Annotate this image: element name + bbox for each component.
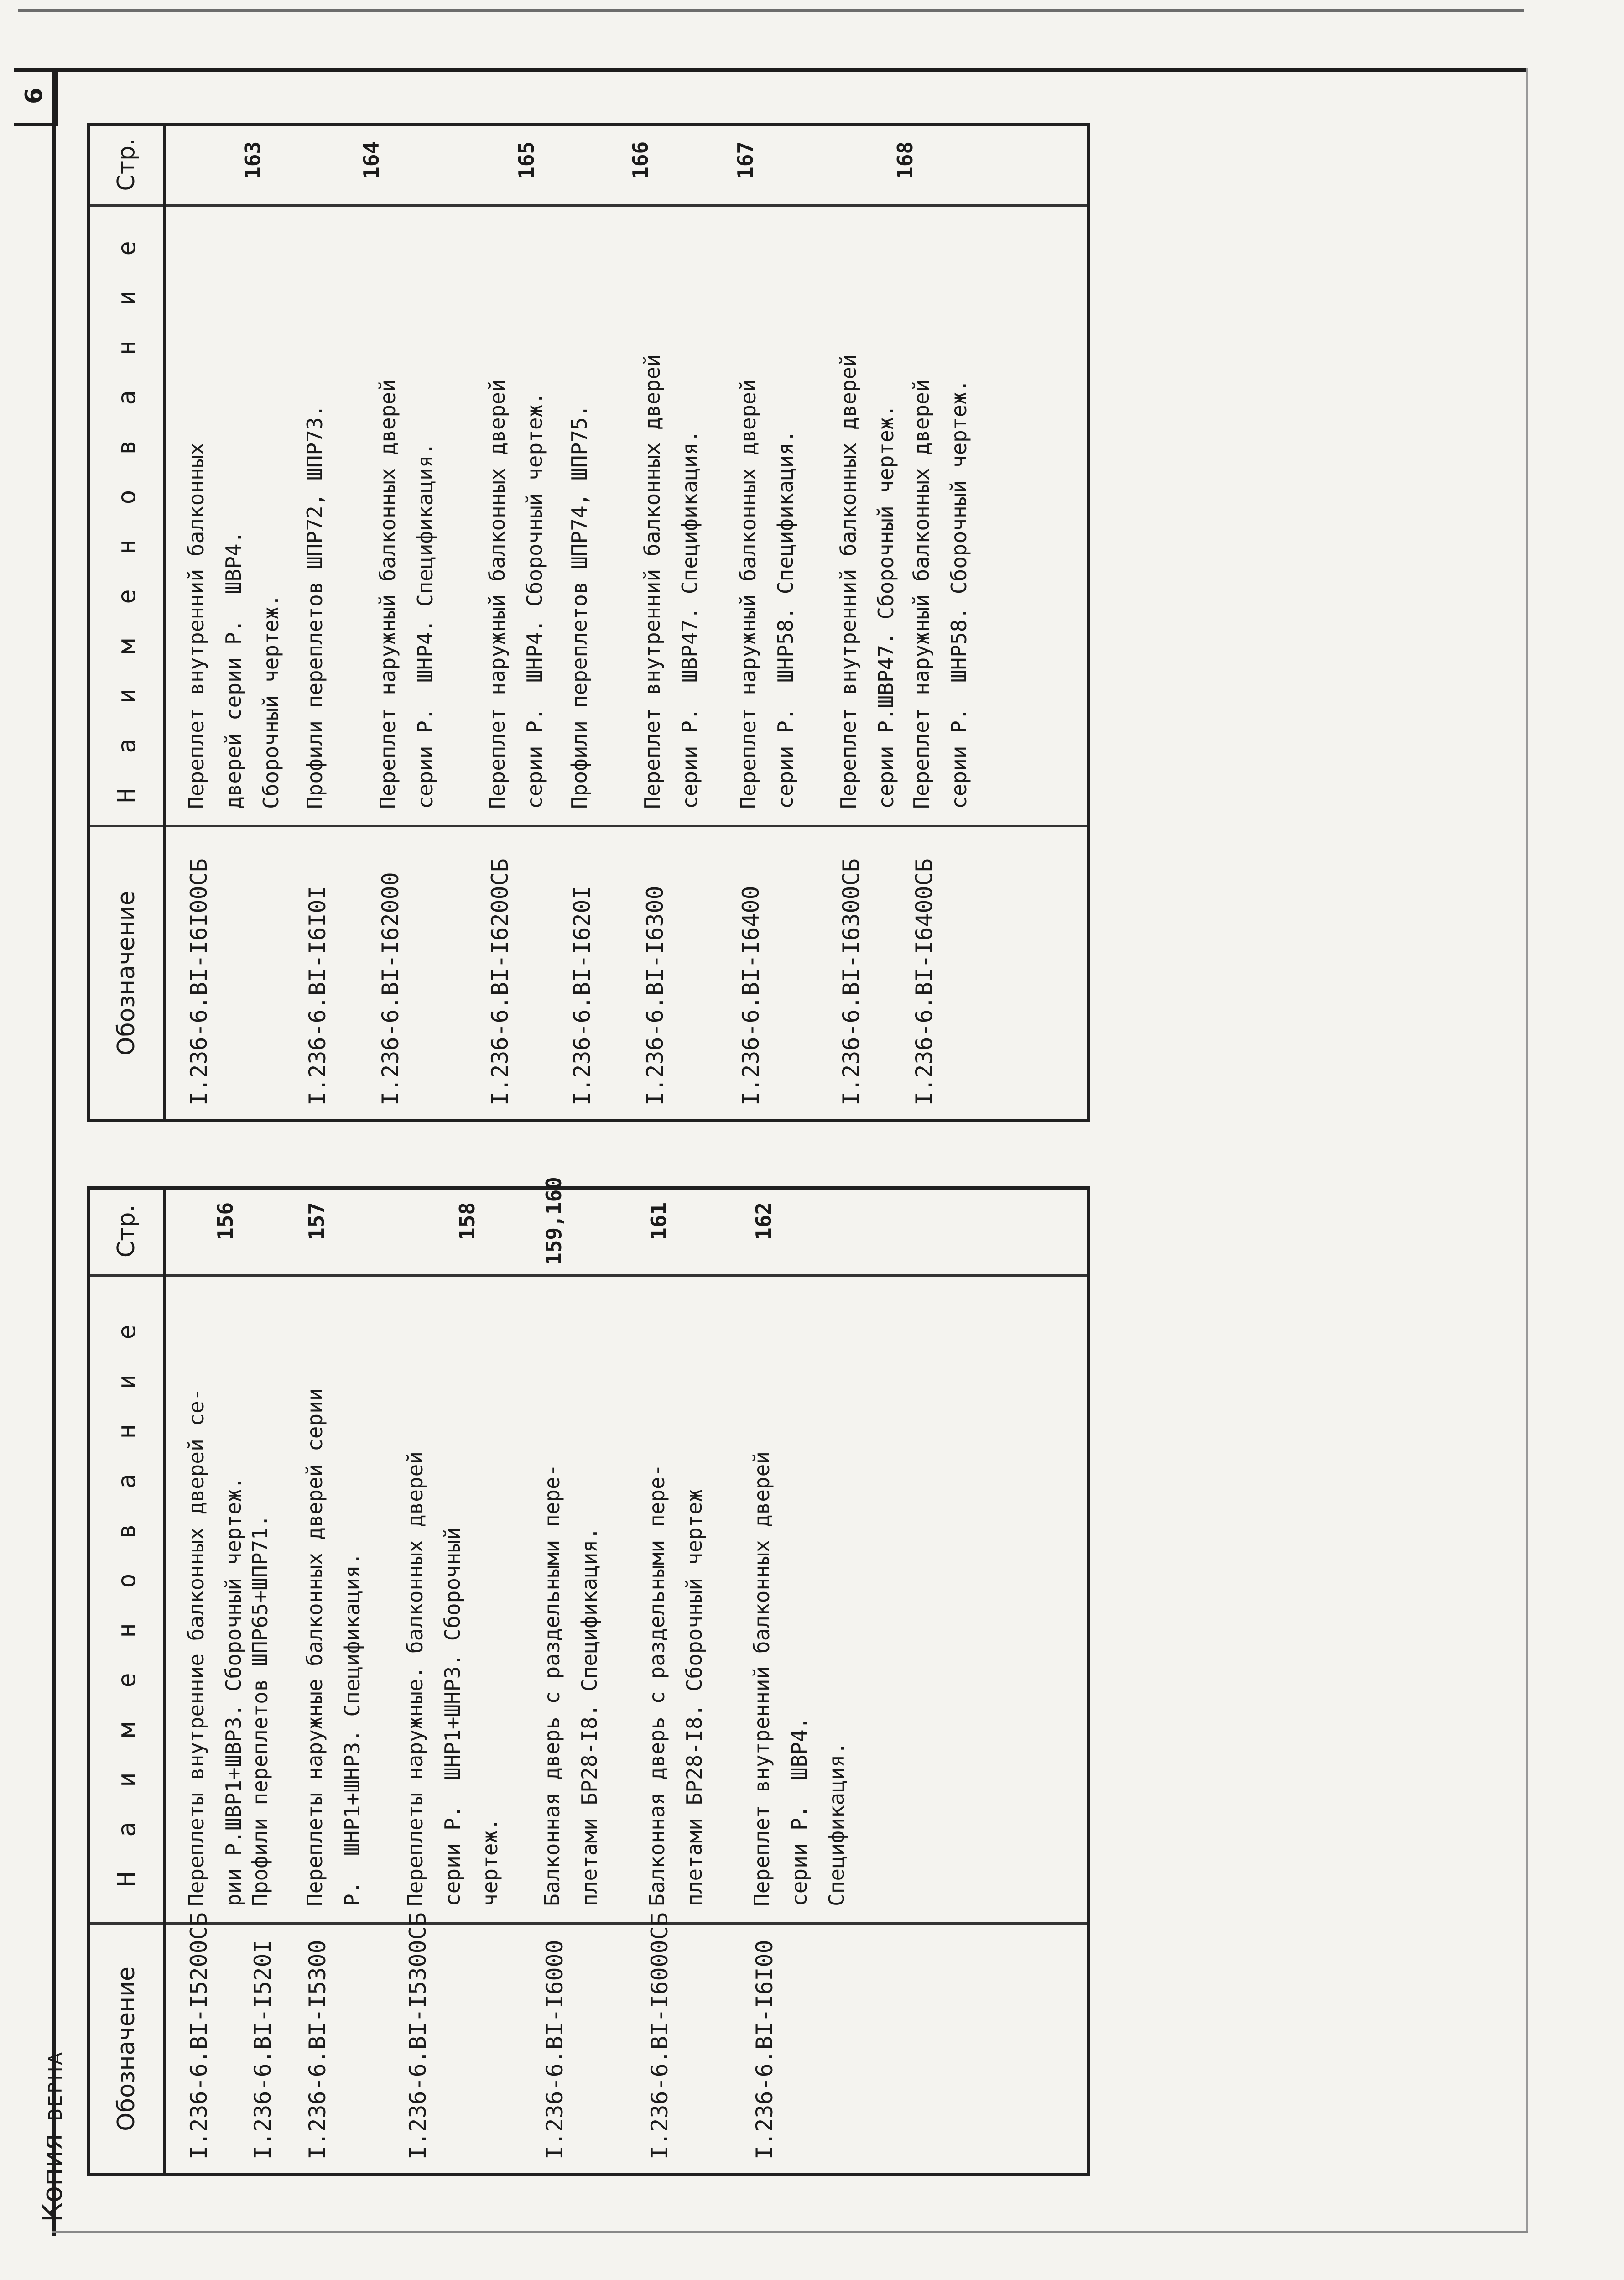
header-page: Стр. (113, 138, 140, 191)
copy-stamp (36, 2050, 68, 2222)
row-page: 167 (733, 141, 758, 179)
row-page: 166 (628, 141, 653, 179)
row-page: 157 (304, 1202, 329, 1240)
row-name: Переплет внутренний балконных дверей серии Р.ШВР47. Сборочный чертеж. (836, 354, 898, 809)
row-name: Переплеты внутренние балконных дверей се- рии Р.ШВР1+ШВР3. Сборочный чертеж. (184, 1388, 246, 1906)
table-row (893, 126, 984, 1119)
row-name: Переплет наружный балконных дверей серии Р. ШНР4. Спецификация. (375, 379, 437, 809)
row-page: 168 (893, 141, 917, 179)
row-name: Балконная дверь с раздельными пере- плетами БР28-I8. Сборочный чертеж (645, 1464, 707, 1906)
table-row (838, 126, 911, 1119)
row-name: Профили переплетов ШПР72, ШПР73. (302, 404, 327, 809)
row-page: 159,160 (541, 1177, 566, 1265)
row-code: I.236-6.BI-I520I (250, 1940, 276, 2160)
row-name: Переплет наружный балконных дверей серии Р. ШНР4. Сборочный чертеж. (485, 379, 547, 809)
rotated-content (87, 123, 1090, 2176)
table-row (628, 126, 715, 1119)
frame-bottom-border (52, 2231, 1528, 2233)
row-code: I.236-6.BI-I6300СБ (838, 858, 864, 1106)
row-code: I.236-6.BI-I62000 (377, 872, 404, 1106)
row-page: 158 (455, 1202, 479, 1240)
index-table-left (87, 1177, 1090, 2176)
table-row (733, 126, 811, 1119)
frame-left-border (52, 68, 56, 2236)
row-page: 162 (751, 1202, 776, 1240)
row-page: 164 (359, 141, 384, 179)
row-code: I.236-6.BI-I5200СБ (186, 1912, 212, 2160)
header-code: Обозначение (113, 891, 140, 1056)
row-name: Профили переплетов ШПР65+ШПР71. (248, 1514, 272, 1906)
header-page: Стр. (113, 1204, 140, 1258)
row-code: I.236-6.BI-I620I (569, 886, 595, 1106)
table-row (184, 1190, 246, 2173)
header-name: Н а и м е н о в а н и е (112, 231, 141, 803)
frame-right-border (1526, 68, 1528, 2231)
row-name: Переплет внутренний балконных дверей серии Р. ШВР4. Сборочный чертеж. (184, 442, 283, 809)
table-row (751, 1190, 861, 2173)
row-name: Переплеты наружные. балконных дверей серии Р. ШНР1+ШНР3. Сборочный чертеж. (403, 1451, 502, 1906)
row-page: 163 (240, 141, 265, 179)
table-row (250, 1190, 286, 2173)
table-row (487, 126, 560, 1119)
row-page: 165 (514, 141, 539, 179)
row-name: Переплеты наружные балконных дверей серии Р. ШНР1+ШНР3. Спецификация. (302, 1388, 364, 1906)
row-name: Балконная дверь с раздельными пере- плетами БР28-I8. Спецификация. (540, 1464, 602, 1906)
page-number: 6 (21, 87, 48, 104)
row-code: I.236-6.BI-I6I00 (751, 1940, 778, 2160)
table-row (646, 1190, 719, 2173)
row-code: I.236-6.BI-I6I00СБ (186, 858, 212, 1106)
row-code: I.236-6.BI-I5300СБ (405, 1912, 431, 2160)
table-row (540, 1177, 614, 2173)
row-code: I.236-6.BI-I6I0I (304, 886, 331, 1106)
row-page: 161 (646, 1202, 671, 1240)
row-name: Переплет наружный балконных дверей серии Р. ШНР58. Сборочный чертеж. (909, 379, 971, 809)
row-code: I.236-6.BI-I5300 (304, 1940, 331, 2160)
row-page: 156 (213, 1202, 238, 1240)
table-row (304, 1190, 377, 2173)
table-row (405, 1190, 514, 2173)
row-name: Переплет внутренний балконных дверей серии Р. ШВР47. Спецификация. (640, 354, 702, 809)
table-row (304, 126, 341, 1119)
row-code: I.236-6.BI-I6200СБ (487, 858, 513, 1106)
table-row (186, 126, 295, 1119)
table-row (569, 126, 605, 1119)
table-row (359, 126, 450, 1119)
top-edge-line (18, 9, 1524, 12)
header-code: Обозначение (113, 1967, 140, 2131)
row-code: I.236-6.BI-I6000СБ (646, 1912, 673, 2160)
row-code: I.236-6.BI-I6400СБ (911, 858, 937, 1106)
stamp-word-copy: Копия (36, 2134, 68, 2222)
frame-top-border (14, 68, 1528, 72)
header-name: Н а и м е н о в а н и е (112, 1315, 141, 1887)
row-name: Переплет внутренний балконных дверей серии Р. ШВР4. Спецификация. (750, 1451, 849, 1906)
index-table-right (87, 123, 1090, 1122)
row-code: I.236-6.BI-I6300 (642, 886, 668, 1106)
row-name: Переплет наружный балконных дверей серии Р. ШНР58. Спецификация. (736, 379, 798, 809)
stamp-word-verified: ВЕРНА (45, 2050, 66, 2121)
row-code: I.236-6.BI-I6400 (738, 886, 764, 1106)
row-code: I.236-6.BI-I6000 (541, 1940, 568, 2160)
row-name: Профили переплетов ШПР74, ШПР75. (567, 404, 592, 809)
